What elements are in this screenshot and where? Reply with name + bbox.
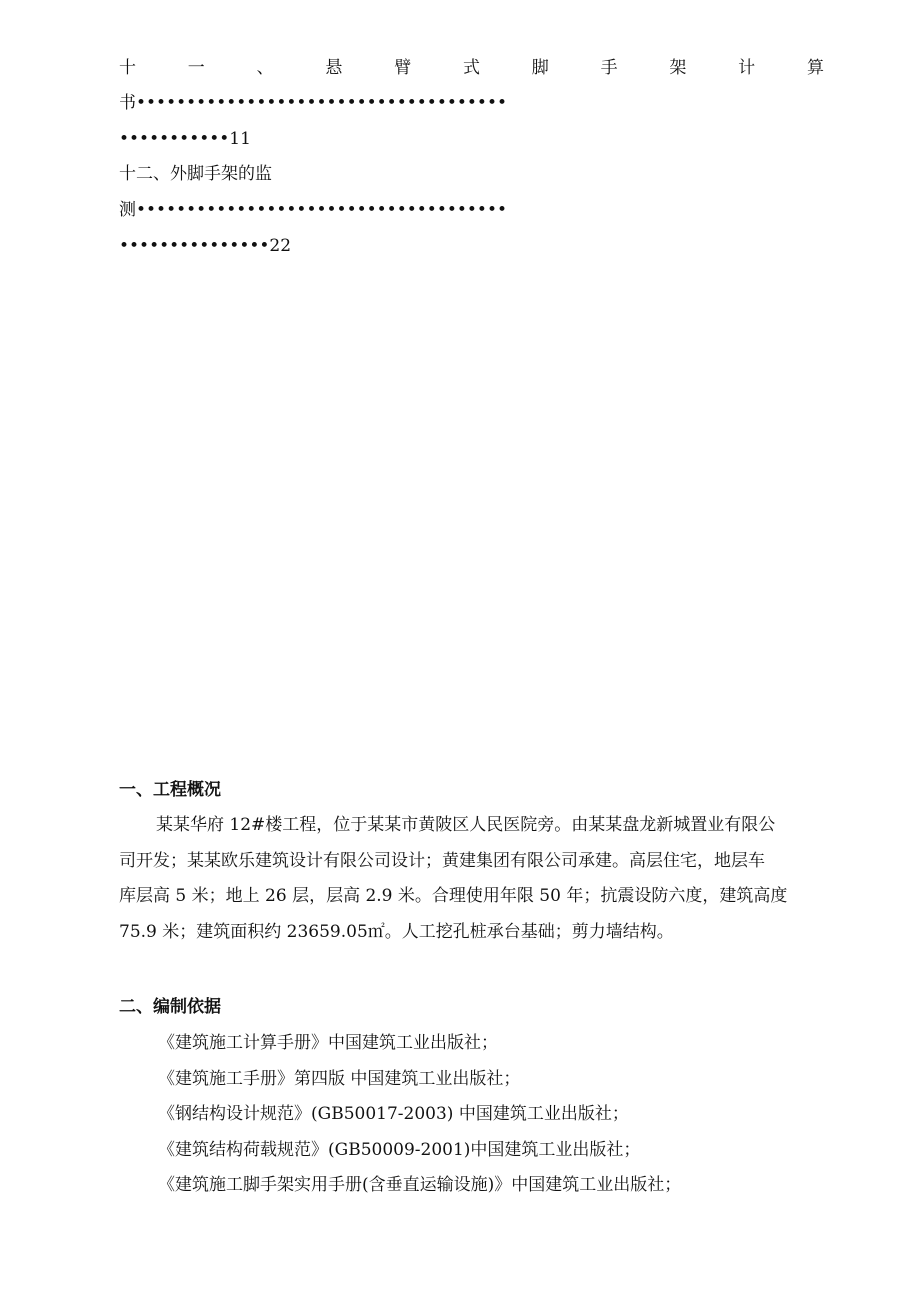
- toc-item-11-char: 算: [806, 58, 824, 78]
- reference-item: 《钢结构设计规范》(GB50017-2003) 中国建筑工业出版社；: [158, 1104, 629, 1124]
- toc-item-11-page: •••••••••••11: [119, 129, 251, 149]
- reference-item: 《建筑施工计算手册》中国建筑工业出版社；: [158, 1033, 498, 1053]
- reference-item: 《建筑结构荷载规范》(GB50009-2001)中国建筑工业出版社；: [158, 1140, 641, 1160]
- paragraph-line: 司开发；某某欧乐建筑设计有限公司设计；黄建集团有限公司承建。高层住宅，地层车: [119, 850, 765, 871]
- toc-item-11-char: 十: [119, 58, 136, 78]
- paragraph-line: 库层高 5 米；地上 26 层，层高 2.9 米。合理使用年限 50 年；抗震设防六度，建筑高度: [119, 886, 788, 906]
- toc-item-11-char: 一: [187, 58, 205, 78]
- toc-item-11-title: [119, 57, 824, 79]
- toc-item-11-leader: 书•••••••••••••••••••••••••••••••••••••: [119, 93, 508, 113]
- toc-item-11-char: 、: [256, 58, 274, 78]
- reference-item: 《建筑施工手册》第四版 中国建筑工业出版社；: [158, 1069, 521, 1089]
- section-heading-basis: 二、编制依据: [119, 997, 221, 1017]
- reference-item: 《建筑施工脚手架实用手册(含垂直运输设施)》中国建筑工业出版社；: [158, 1175, 682, 1195]
- toc-item-11-char: 式: [462, 58, 480, 78]
- toc-item-11-char: 脚: [531, 58, 549, 78]
- toc-item-12-page: •••••••••••••••22: [119, 236, 292, 256]
- toc-item-11-char: 悬: [325, 58, 343, 78]
- toc-item-12-title: 十二、外脚手架的监: [119, 164, 272, 184]
- toc-item-12-leader: 测•••••••••••••••••••••••••••••••••••••: [119, 200, 508, 220]
- section-heading-overview: 一、工程概况: [119, 780, 221, 800]
- paragraph-line: 某某华府 12#楼工程，位于某某市黄陂区人民医院旁。由某某盘龙新城置业有限公: [156, 815, 776, 835]
- paragraph-line: 75.9 米；建筑面积约 23659.05㎡。人工挖孔桩承台基础；剪力墙结构。: [119, 921, 674, 942]
- toc-item-11-char: 架: [669, 58, 687, 78]
- toc-item-11-char: 计: [738, 58, 756, 78]
- section-overview-paragraph: [119, 808, 829, 950]
- toc-item-11-char: 臂: [394, 58, 412, 78]
- toc-item-11-char: 手: [600, 58, 618, 78]
